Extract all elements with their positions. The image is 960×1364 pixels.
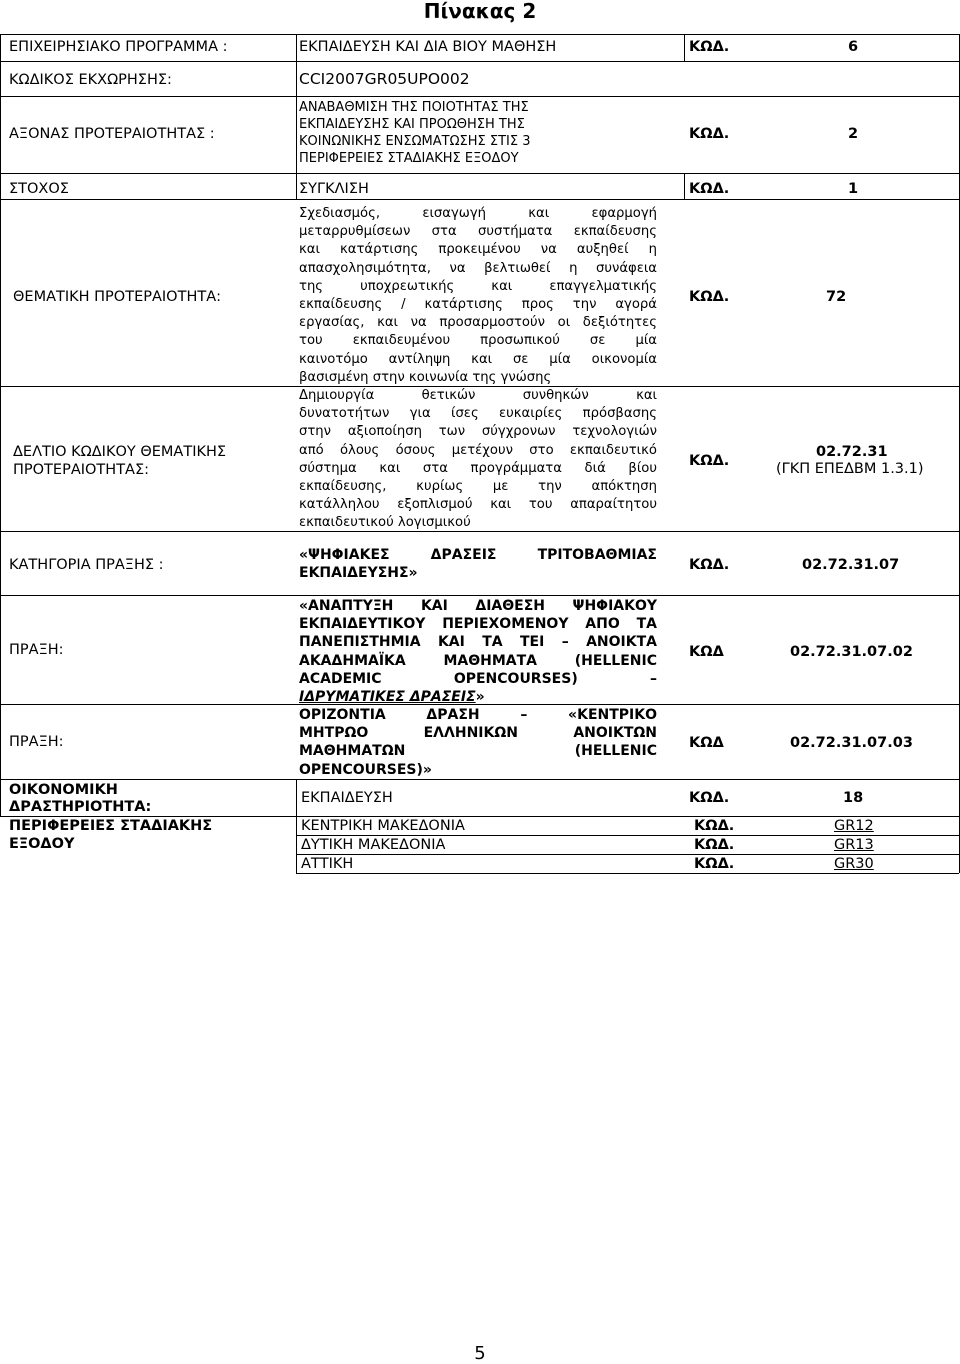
table-border bbox=[0, 595, 959, 596]
region-name: ΚΕΝΤΡΙΚΗ ΜΑΚΕΔΟΝΙΑ bbox=[301, 818, 465, 834]
target-label: ΣΤΟΧΟΣ bbox=[9, 181, 69, 197]
action2-kod: 02.72.31.07.03 bbox=[790, 735, 913, 751]
table-border bbox=[0, 96, 959, 97]
delta-label: ΔΕΛΤΙΟ ΚΩΔΙΚΟΥ ΘΕΜΑΤΙΚΗΣ bbox=[13, 444, 227, 460]
category-kod-label: ΚΩΔ. bbox=[689, 557, 730, 573]
table-border bbox=[0, 531, 959, 532]
region-kod: GR30 bbox=[834, 856, 874, 872]
table-border bbox=[684, 34, 685, 61]
action1-kod: 02.72.31.07.02 bbox=[790, 644, 913, 660]
table-border bbox=[0, 61, 959, 62]
action2-label: ΠΡΑΞΗ: bbox=[9, 734, 64, 750]
action1-label: ΠΡΑΞΗ: bbox=[9, 642, 64, 658]
economic-kod: 18 bbox=[843, 790, 864, 806]
target-value: ΣΥΓΚΛΙΣΗ bbox=[299, 181, 369, 197]
axis-value: ΑΝΑΒΑΘΜΙΣΗ ΤΗΣ ΠΟΙΟΤΗΤΑΣ ΤΗΣ ΕΚΠΑΙΔΕΥΣΗΣ ΚΑΙ ΠΡΟΩΘΗΣΗ ΤΗΣ ΚΟΙΝΩΝΙΚΗΣ ΕΝΣΩΜΑΤΩΣΗΣ ΣΤΙΣ 3 ΠΕΡΙΦΕΡΕΙΕΣ ΣΤΑΔΙΑΚΗΣ ΕΞΟΔΟΥ bbox=[299, 100, 531, 166]
delta-label-2: ΠΡΟΤΕΡΑΙΟΤΗΤΑΣ: bbox=[13, 462, 150, 478]
axis-kod: 2 bbox=[848, 126, 859, 142]
region-kod: GR13 bbox=[834, 837, 874, 853]
region-name: ΔΥΤΙΚΗ ΜΑΚΕΔΟΝΙΑ bbox=[301, 837, 446, 853]
thematic-kod: 72 bbox=[826, 289, 847, 305]
action1-value: «ΑΝΑΠΤΥΞΗ ΚΑΙ ΔΙΑΘΕΣΗ ΨΗΦΙΑΚΟΥ ΕΚΠΑΙΔΕΥΤΙΚΟΥ ΠΕΡΙΕΧΟΜΕΝΟΥ ΑΠΟ ΤΑ ΠΑΝΕΠΙΣΤΗΜΙΑ ΚΑΙ ΤΑ ΤΕΙ – ΑΝΟΙΚΤΑ ΑΚΑΔΗΜΑΪΚΑ ΜΑΘΗΜΑΤΑ (HELLENIC ACADEMIC OPENCOURSES) – ΙΔΡΥΜΑΤΙΚΕΣ ΔΡΑΣΕΙΣ» bbox=[299, 598, 657, 706]
table-border bbox=[296, 34, 297, 199]
region-kod-label: ΚΩΔ. bbox=[694, 856, 735, 872]
page-title: Πίνακας 2 bbox=[423, 0, 537, 23]
category-label: ΚΑΤΗΓΟΡΙΑ ΠΡΑΞΗΣ : bbox=[9, 557, 164, 573]
table-border bbox=[296, 873, 959, 874]
program-kod-label: ΚΩΔ. bbox=[689, 39, 730, 55]
economic-label-2: ΔΡΑΣΤΗΡΙΟΤΗΤΑ: bbox=[9, 799, 152, 815]
economic-label: ΟΙΚΟΝΟΜΙΚΗ bbox=[9, 782, 118, 798]
action2-value: ΟΡΙΖΟΝΤΙΑ ΔΡΑΣΗ – «ΚΕΝΤΡΙΚΟ ΜΗΤΡΩΟ ΕΛΛΗΝΙΚΩΝ ΑΝΟΙΚΤΩΝ ΜΑΘΗΜΑΤΩΝ (HELLENIC OPENCOURSES)» bbox=[299, 707, 657, 778]
category-kod: 02.72.31.07 bbox=[802, 557, 900, 573]
region-kod: GR12 bbox=[834, 818, 874, 834]
region-kod-label: ΚΩΔ. bbox=[694, 837, 735, 853]
delta-kod-note: (ΓΚΠ ΕΠΕΔΒΜ 1.3.1) bbox=[776, 461, 924, 477]
delta-kod-label: ΚΩΔ. bbox=[689, 453, 730, 469]
thematic-label: ΘΕΜΑΤΙΚΗ ΠΡΟΤΕΡΑΙΟΤΗΤΑ: bbox=[13, 289, 222, 305]
cci-label: ΚΩΔΙΚΟΣ ΕΚΧΩΡΗΣΗΣ: bbox=[9, 72, 172, 88]
target-kod-label: ΚΩΔ. bbox=[689, 181, 730, 197]
table-border bbox=[0, 34, 1, 816]
table-border bbox=[0, 34, 959, 35]
target-kod: 1 bbox=[848, 181, 859, 197]
regions-label: ΠΕΡΙΦΕΡΕΙΕΣ ΣΤΑΔΙΑΚΗΣ bbox=[9, 818, 213, 834]
table-border bbox=[0, 704, 959, 705]
economic-value: ΕΚΠΑΙΔΕΥΣΗ bbox=[301, 790, 393, 806]
action1-kod-label: ΚΩΔ bbox=[689, 644, 724, 660]
program-value: ΕΚΠΑΙΔΕΥΣΗ ΚΑΙ ΔΙΑ ΒΙΟΥ ΜΑΘΗΣΗ bbox=[299, 39, 557, 55]
delta-kod: 02.72.31 bbox=[816, 444, 888, 460]
cci-value: CCI2007GR05UPO002 bbox=[299, 70, 470, 88]
table-border bbox=[0, 173, 959, 174]
axis-kod-label: ΚΩΔ. bbox=[689, 126, 730, 142]
table-border bbox=[296, 779, 297, 873]
region-kod-label: ΚΩΔ. bbox=[694, 818, 735, 834]
delta-description: Δημιουργία θετικών συνθηκών και δυνατοτήτων για ίσες ευκαιρίες πρόσβασης στην αξιοποίηση των σύγχρονων τεχνολογιών από όλους όσους μετέχουν στο εκπαιδευτικό σύστημα και στα προγράμματα διά βίου εκπαίδευσης, κυρίως με την απόκτηση κατάλληλου εξοπλισμού και του απαραίτητου εκπαιδευτικού λογισμικού bbox=[299, 388, 657, 531]
regions-label-2: ΕΞΟΔΟΥ bbox=[9, 836, 75, 852]
thematic-description: Σχεδιασμός, εισαγωγή και εφαρμογή μεταρρυθμίσεων στα συστήματα εκπαίδευσης και κατάρτισης προκειμένου να αυξηθεί η απασχολησιμότητα, να βελτιωθεί η συνάφεια της υποχρεωτικής και επαγγελματικής εκπαίδευσης / κατάρτισης προς την αγορά εργασίας, και να προσαρμοστούν οι δεξιότητες του εκπαιδευμένου προσωπικού σε μία καινοτόμο αντίληψη και σε μία οικονομία βασισμένη στην κοινωνία της γνώσης bbox=[299, 206, 657, 385]
page-number: 5 bbox=[474, 1343, 486, 1364]
table-border bbox=[684, 173, 685, 199]
table-border bbox=[0, 779, 959, 780]
axis-label: ΑΞΟΝΑΣ ΠΡΟΤΕΡΑΙΟΤΗΤΑΣ : bbox=[9, 126, 215, 142]
program-label: ΕΠΙΧΕΙΡΗΣΙΑΚΟ ΠΡΟΓΡΑΜΜΑ : bbox=[9, 39, 228, 55]
program-kod: 6 bbox=[848, 39, 859, 55]
table-border bbox=[0, 199, 959, 200]
category-value: «ΨΗΦΙΑΚΕΣ ΔΡΑΣΕΙΣ ΤΡΙΤΟΒΑΘΜΙΑΣ ΕΚΠΑΙΔΕΥΣΗΣ» bbox=[299, 547, 657, 582]
action2-kod-label: ΚΩΔ bbox=[689, 735, 724, 751]
region-name: ΑΤΤΙΚΗ bbox=[301, 856, 354, 872]
economic-kod-label: ΚΩΔ. bbox=[689, 790, 730, 806]
thematic-kod-label: ΚΩΔ. bbox=[689, 289, 730, 305]
